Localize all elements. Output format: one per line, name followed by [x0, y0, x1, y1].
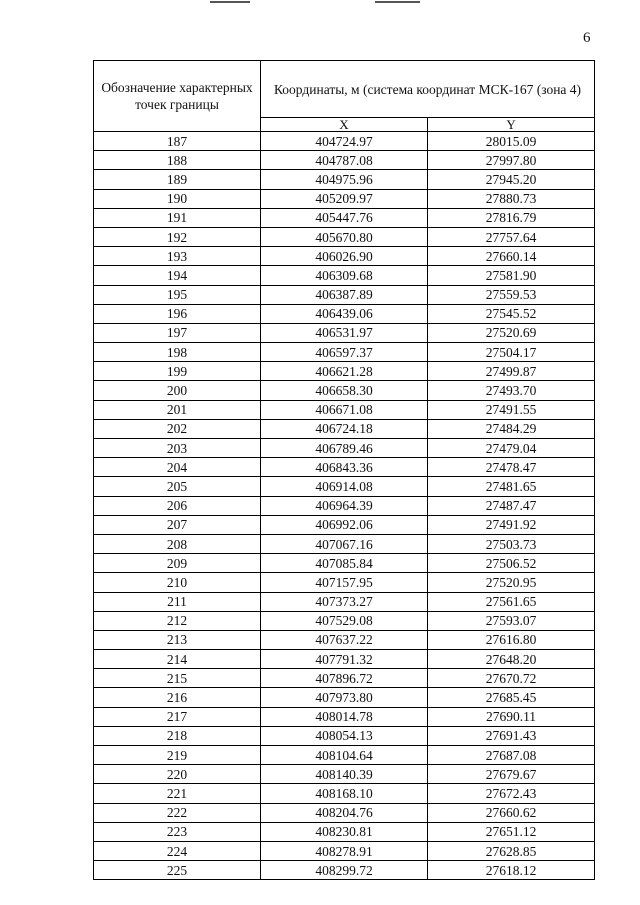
- table-row: [94, 746, 595, 765]
- y-coordinate-cell: 27997.80: [428, 151, 595, 170]
- point-number-cell: 203: [94, 439, 261, 458]
- x-coordinate-cell: 407067.16: [261, 534, 428, 553]
- point-number-cell: 224: [94, 841, 261, 860]
- x-coordinate-cell: 406597.37: [261, 343, 428, 362]
- point-number-cell: 196: [94, 304, 261, 323]
- point-number-cell: 209: [94, 554, 261, 573]
- point-number-cell: 211: [94, 592, 261, 611]
- point-number-cell: 215: [94, 669, 261, 688]
- x-coordinate-cell: 406387.89: [261, 285, 428, 304]
- coordinates-column-header: Координаты, м (система координат МСК-167 (зона 4): [261, 61, 595, 118]
- x-coordinate-cell: 405209.97: [261, 189, 428, 208]
- y-coordinate-cell: 27481.65: [428, 477, 595, 496]
- x-coordinate-cell: 407373.27: [261, 592, 428, 611]
- x-coordinate-cell: 408230.81: [261, 822, 428, 841]
- coordinates-table: [93, 60, 595, 880]
- y-column-header: Y: [428, 118, 595, 132]
- y-coordinate-cell: 27672.43: [428, 784, 595, 803]
- point-number-cell: 201: [94, 400, 261, 419]
- x-coordinate-cell: 406658.30: [261, 381, 428, 400]
- table-row: [94, 554, 595, 573]
- point-number-cell: 206: [94, 496, 261, 515]
- x-coordinate-cell: 406724.18: [261, 419, 428, 438]
- point-number-cell: 198: [94, 343, 261, 362]
- point-number-cell: 214: [94, 650, 261, 669]
- x-coordinate-cell: 407973.80: [261, 688, 428, 707]
- point-number-cell: 202: [94, 419, 261, 438]
- x-coordinate-cell: 406789.46: [261, 439, 428, 458]
- point-number-cell: 220: [94, 765, 261, 784]
- y-coordinate-cell: 27493.70: [428, 381, 595, 400]
- table-row: [94, 170, 595, 189]
- y-coordinate-cell: 27506.52: [428, 554, 595, 573]
- y-coordinate-cell: 27660.62: [428, 803, 595, 822]
- x-coordinate-cell: 408278.91: [261, 841, 428, 860]
- table-row: [94, 688, 595, 707]
- table-row: [94, 784, 595, 803]
- table-row: [94, 515, 595, 534]
- table-row: [94, 841, 595, 860]
- y-coordinate-cell: 27687.08: [428, 746, 595, 765]
- point-column-header: Обозначение характерных точек границы: [94, 61, 261, 132]
- table-row: [94, 266, 595, 285]
- point-number-cell: 192: [94, 227, 261, 246]
- x-coordinate-cell: 408014.78: [261, 707, 428, 726]
- x-coordinate-cell: 406309.68: [261, 266, 428, 285]
- y-coordinate-cell: 27616.80: [428, 630, 595, 649]
- point-number-cell: 222: [94, 803, 261, 822]
- y-coordinate-cell: 27499.87: [428, 362, 595, 381]
- y-coordinate-cell: 27618.12: [428, 861, 595, 880]
- x-coordinate-cell: 407791.32: [261, 650, 428, 669]
- x-coordinate-cell: 406843.36: [261, 458, 428, 477]
- x-coordinate-cell: 406439.06: [261, 304, 428, 323]
- point-number-cell: 191: [94, 208, 261, 227]
- table-row: [94, 208, 595, 227]
- table-row: [94, 669, 595, 688]
- point-number-cell: 207: [94, 515, 261, 534]
- point-number-cell: 210: [94, 573, 261, 592]
- x-coordinate-cell: 408299.72: [261, 861, 428, 880]
- x-coordinate-cell: 406671.08: [261, 400, 428, 419]
- x-coordinate-cell: 408054.13: [261, 726, 428, 745]
- table-row: [94, 803, 595, 822]
- y-coordinate-cell: 27520.69: [428, 323, 595, 342]
- point-number-cell: 188: [94, 151, 261, 170]
- table-row: [94, 765, 595, 784]
- y-coordinate-cell: 27484.29: [428, 419, 595, 438]
- x-coordinate-cell: 406621.28: [261, 362, 428, 381]
- x-coordinate-cell: 408140.39: [261, 765, 428, 784]
- x-coordinate-cell: 405447.76: [261, 208, 428, 227]
- point-number-cell: 225: [94, 861, 261, 880]
- x-coordinate-cell: 405670.80: [261, 227, 428, 246]
- y-coordinate-cell: 27880.73: [428, 189, 595, 208]
- y-coordinate-cell: 27757.64: [428, 227, 595, 246]
- table-row: [94, 707, 595, 726]
- point-number-cell: 187: [94, 132, 261, 151]
- table-row: [94, 400, 595, 419]
- table-row: [94, 189, 595, 208]
- y-coordinate-cell: 27581.90: [428, 266, 595, 285]
- y-coordinate-cell: 27679.67: [428, 765, 595, 784]
- x-coordinate-cell: 407529.08: [261, 611, 428, 630]
- table-row: [94, 362, 595, 381]
- table-row: [94, 630, 595, 649]
- table-row: [94, 861, 595, 880]
- y-coordinate-cell: 27690.11: [428, 707, 595, 726]
- point-number-cell: 213: [94, 630, 261, 649]
- y-coordinate-cell: 27945.20: [428, 170, 595, 189]
- point-number-cell: 194: [94, 266, 261, 285]
- table-row: [94, 439, 595, 458]
- table-row: [94, 323, 595, 342]
- y-coordinate-cell: 27559.53: [428, 285, 595, 304]
- x-coordinate-cell: 406964.39: [261, 496, 428, 515]
- table-row: [94, 496, 595, 515]
- y-coordinate-cell: 27670.72: [428, 669, 595, 688]
- table-row: [94, 227, 595, 246]
- x-coordinate-cell: 404787.08: [261, 151, 428, 170]
- table-row: [94, 285, 595, 304]
- x-coordinate-cell: 407157.95: [261, 573, 428, 592]
- scan-mark: [375, 1, 420, 3]
- table-row: [94, 247, 595, 266]
- table-row: [94, 381, 595, 400]
- x-coordinate-cell: 408168.10: [261, 784, 428, 803]
- y-coordinate-cell: 27545.52: [428, 304, 595, 323]
- y-coordinate-cell: 27478.47: [428, 458, 595, 477]
- table-row: [94, 458, 595, 477]
- y-coordinate-cell: 27504.17: [428, 343, 595, 362]
- point-number-cell: 219: [94, 746, 261, 765]
- y-coordinate-cell: 27593.07: [428, 611, 595, 630]
- x-coordinate-cell: 408104.64: [261, 746, 428, 765]
- point-number-cell: 205: [94, 477, 261, 496]
- point-number-cell: 195: [94, 285, 261, 304]
- point-number-cell: 199: [94, 362, 261, 381]
- table-row: [94, 650, 595, 669]
- point-number-cell: 193: [94, 247, 261, 266]
- y-coordinate-cell: 27491.92: [428, 515, 595, 534]
- point-number-cell: 221: [94, 784, 261, 803]
- table-row: [94, 726, 595, 745]
- x-coordinate-cell: 406992.06: [261, 515, 428, 534]
- x-coordinate-cell: 404724.97: [261, 132, 428, 151]
- x-coordinate-cell: 407896.72: [261, 669, 428, 688]
- y-coordinate-cell: 27660.14: [428, 247, 595, 266]
- y-coordinate-cell: 27691.43: [428, 726, 595, 745]
- table-row: [94, 419, 595, 438]
- point-number-cell: 212: [94, 611, 261, 630]
- y-coordinate-cell: 27479.04: [428, 439, 595, 458]
- table-row: [94, 592, 595, 611]
- x-column-header: X: [261, 118, 428, 132]
- point-number-cell: 216: [94, 688, 261, 707]
- y-coordinate-cell: 27491.55: [428, 400, 595, 419]
- point-number-cell: 189: [94, 170, 261, 189]
- y-coordinate-cell: 27628.85: [428, 841, 595, 860]
- table-body: [94, 132, 595, 880]
- y-coordinate-cell: 28015.09: [428, 132, 595, 151]
- table-row: [94, 534, 595, 553]
- point-number-cell: 190: [94, 189, 261, 208]
- table-row: [94, 611, 595, 630]
- point-number-cell: 200: [94, 381, 261, 400]
- page-number: 6: [583, 30, 591, 46]
- x-coordinate-cell: 406531.97: [261, 323, 428, 342]
- table-row: [94, 822, 595, 841]
- point-number-cell: 204: [94, 458, 261, 477]
- point-number-cell: 208: [94, 534, 261, 553]
- x-coordinate-cell: 406026.90: [261, 247, 428, 266]
- x-coordinate-cell: 404975.96: [261, 170, 428, 189]
- point-number-cell: 217: [94, 707, 261, 726]
- table-row: [94, 151, 595, 170]
- y-coordinate-cell: 27816.79: [428, 208, 595, 227]
- table-row: [94, 573, 595, 592]
- table-row: [94, 477, 595, 496]
- y-coordinate-cell: 27651.12: [428, 822, 595, 841]
- x-coordinate-cell: 407637.22: [261, 630, 428, 649]
- table-row: [94, 343, 595, 362]
- y-coordinate-cell: 27648.20: [428, 650, 595, 669]
- y-coordinate-cell: 27561.65: [428, 592, 595, 611]
- table-row: [94, 132, 595, 151]
- scan-mark: [210, 1, 250, 3]
- x-coordinate-cell: 407085.84: [261, 554, 428, 573]
- point-number-cell: 218: [94, 726, 261, 745]
- x-coordinate-cell: 406914.08: [261, 477, 428, 496]
- top-scan-marks: [210, 0, 440, 6]
- y-coordinate-cell: 27487.47: [428, 496, 595, 515]
- y-coordinate-cell: 27503.73: [428, 534, 595, 553]
- y-coordinate-cell: 27520.95: [428, 573, 595, 592]
- x-coordinate-cell: 408204.76: [261, 803, 428, 822]
- table-row: [94, 304, 595, 323]
- point-number-cell: 223: [94, 822, 261, 841]
- y-coordinate-cell: 27685.45: [428, 688, 595, 707]
- point-number-cell: 197: [94, 323, 261, 342]
